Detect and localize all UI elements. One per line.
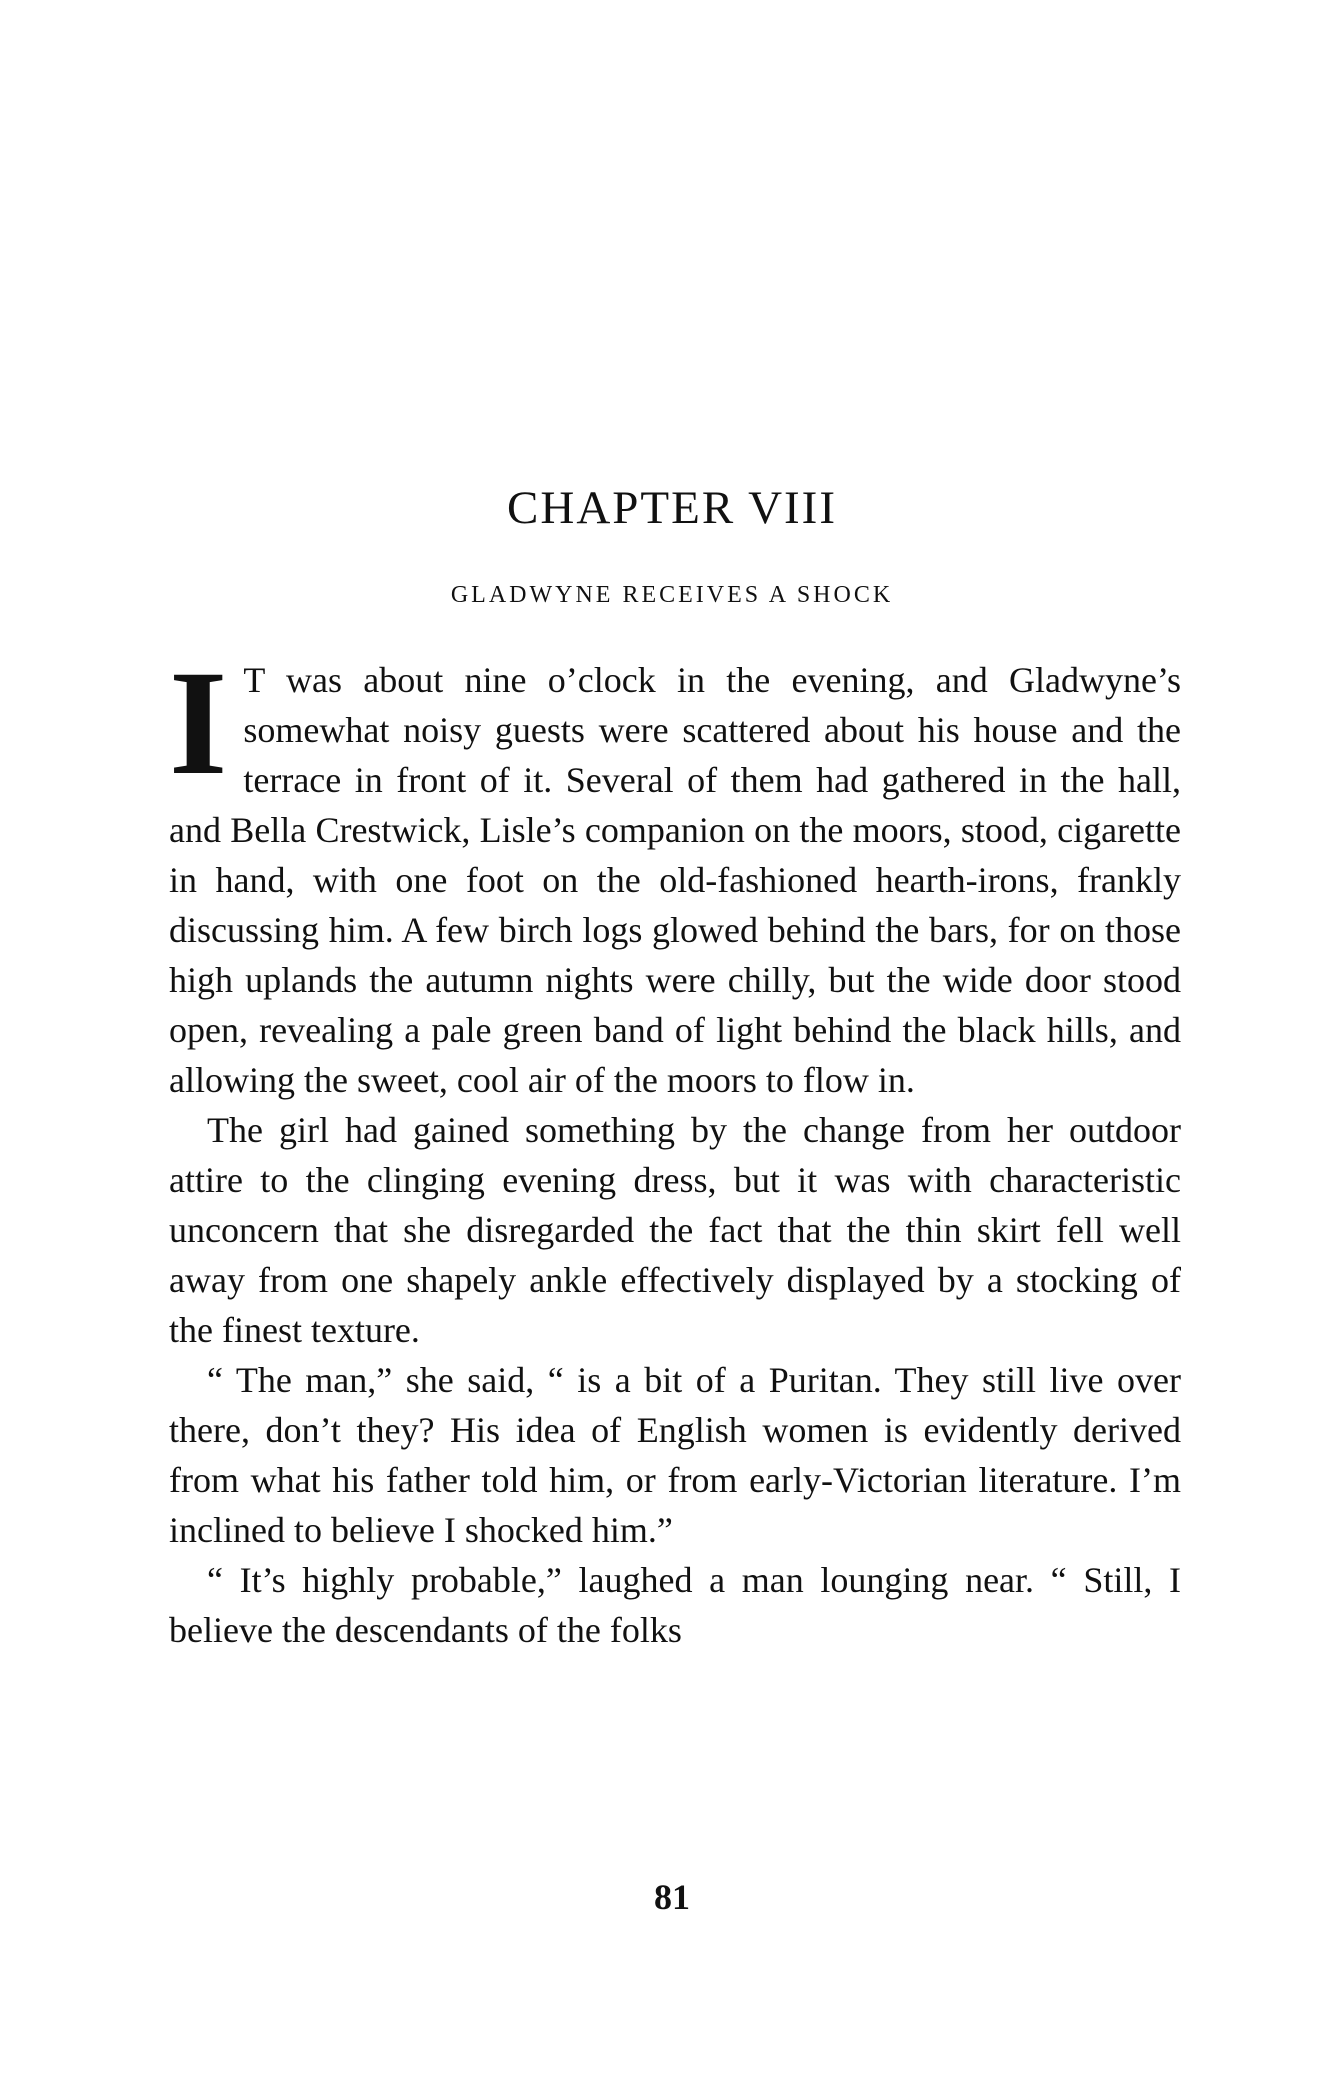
chapter-title: CHAPTER VIII (507, 482, 837, 534)
body-text (169, 640, 1181, 1655)
page-number: 81 (654, 1877, 690, 1917)
paragraph-1 (169, 640, 1181, 1105)
chapter-subtitle: GLADWYNE RECEIVES A SHOCK (450, 582, 894, 608)
paragraph-3: “ The man,” she said, “ is a bit of a Puritan. They still live over there, don’t they? His idea of English women is evidently derived from what his father told him, or from early-Victorian literature. I’m inclined to believe I shocked him.” (169, 1360, 1181, 1550)
drop-cap: I (169, 640, 228, 806)
paragraph-4: “ It’s highly probable,” laughed a man lounging near. “ Still, I believe the descendants of the folks (169, 1560, 1181, 1650)
paragraph-1-text: T was about nine o’clock in the evening, and Gladwyne’s somewhat noisy guests were scattered about his house and the terrace in front of it. Several of them had gathered in the hall, and Bella Crestwick, Lisle’s companion on the moors, stood, cigarette in hand, with one foot on the old-fashioned hearth-irons, frankly discussing him. A few birch logs glowed behind the bars, for on those high uplands the autumn nights were chilly, but the wide door stood open, revealing a pale green band of light behind the black hills, and allowing the sweet, cool air of the moors to flow in. (169, 660, 1181, 1100)
paragraph-2: The girl had gained something by the change from her outdoor attire to the clinging evening dress, but it was with characteristic unconcern that she disregarded the fact that the thin skirt fell well away from one shapely ankle effectively displayed by a stocking of the finest texture. (169, 1110, 1181, 1350)
